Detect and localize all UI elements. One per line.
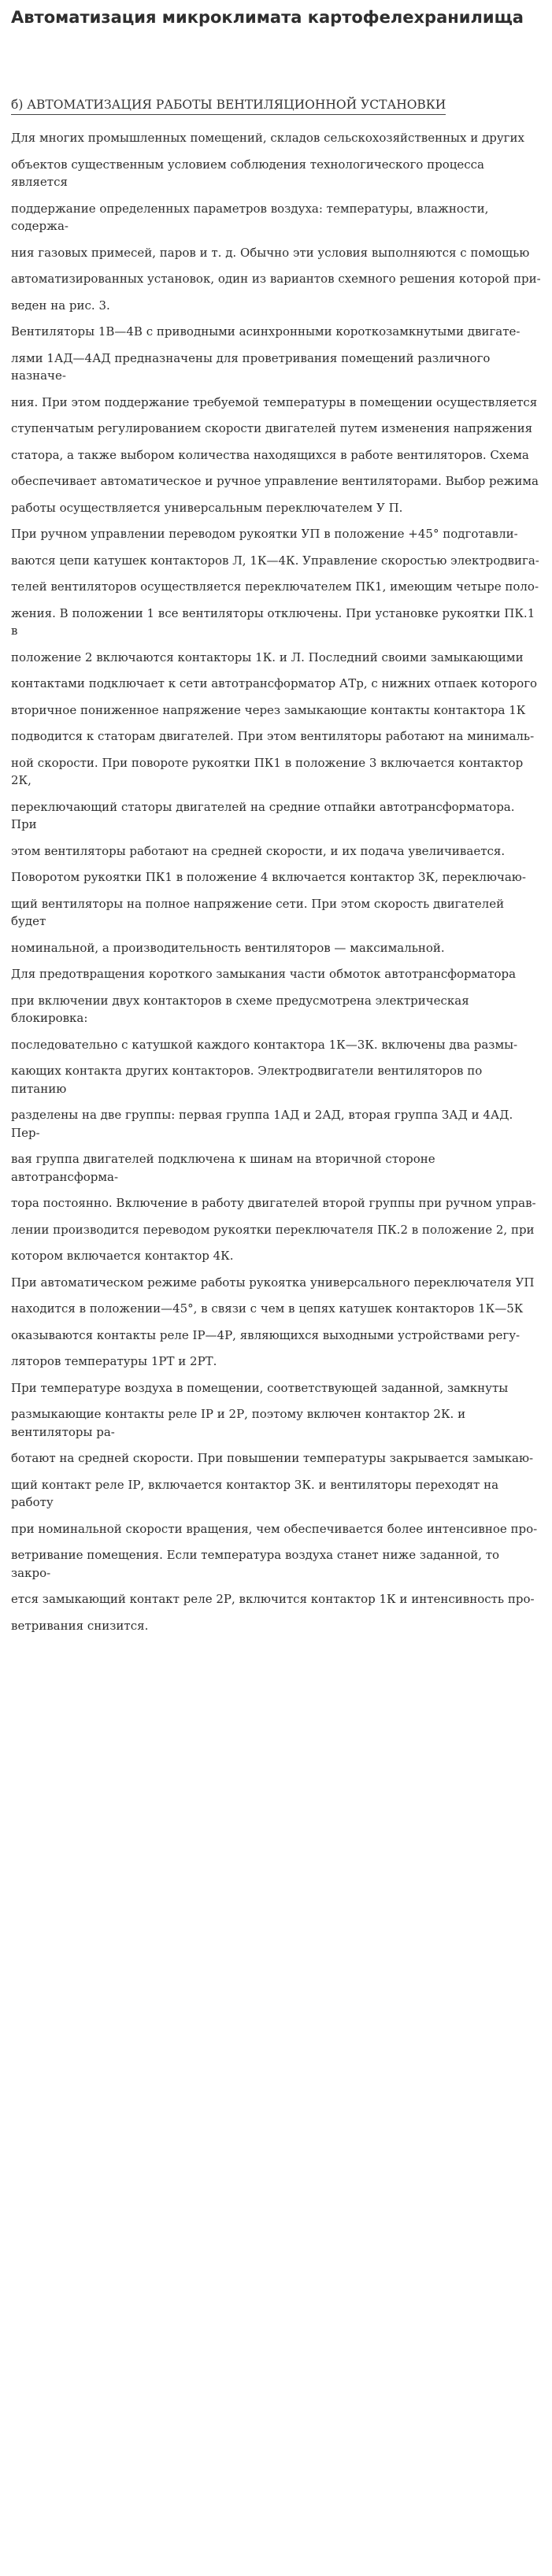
paragraph: жения. В положении 1 все вентиляторы отключены. При установке рукоятки ПК.1 в — [11, 605, 535, 638]
section-heading-wrap — [11, 96, 541, 121]
paragraph: оказываются контакты реле IР—4Р, являющихся выходными устройствами регу- — [11, 1327, 521, 1342]
paragraph: щий вентиляторы на полное напряжение сети. При этом скорость двигателей будет — [11, 896, 505, 928]
paragraph: размыкающие контакты реле IР и 2Р, поэтому включен контактор 2К. и вентиляторы ра- — [11, 1407, 466, 1439]
paragraph: лении производится переводом рукоятки переключателя ПК.2 в положение 2, при — [11, 1222, 535, 1237]
paragraph: ния. При этом поддержание требуемой температуры в помещении осуществляется — [11, 394, 538, 409]
paragraph: Вентиляторы 1В—4В с приводными асинхронными короткозамкнутыми двигате- — [11, 324, 521, 339]
section-heading: б) АВТОМАТИЗАЦИЯ РАБОТЫ ВЕНТИЛЯЦИОННОЙ УСТАНОВКИ — [11, 96, 446, 115]
paragraph: При ручном управлении переводом рукоятки УП в положение +45° подготавли- — [11, 527, 518, 541]
paragraph: щий контакт реле IР, включается контактор 3К. и вентиляторы переходят на работу — [11, 1477, 499, 1509]
paragraph: находится в положении—45°, в связи с чем в цепях катушек контакторов 1К—5К — [11, 1301, 524, 1316]
paragraph: вая группа двигателей подключена к шинам на вторичной стороне автотрансформа- — [11, 1152, 435, 1184]
paragraph: ляторов температуры 1РТ и 2РТ. — [11, 1354, 217, 1368]
paragraph: ветривания снизится. — [11, 1618, 149, 1633]
paragraph: подводится к статорам двигателей. При этом вентиляторы работают на минималь- — [11, 729, 535, 743]
paragraph: работы осуществляется универсальным переключателем У П. — [11, 500, 403, 515]
paragraph: телей вентиляторов осуществляется переключателем ПК1, имеющим четыре поло- — [11, 579, 539, 594]
paragraph: ступенчатым регулированием скорости двигателей путем изменения напряжения — [11, 421, 533, 435]
paragraph: обеспечивает автоматическое и ручное управление вентиляторами. Выбор режима — [11, 474, 539, 488]
paragraph: тора постоянно. Включение в работу двигателей второй группы при ручном управ- — [11, 1196, 536, 1210]
paragraph: Поворотом рукоятки ПК1 в положение 4 включается контактор 3К, переключаю- — [11, 870, 526, 884]
paragraph: При автоматическом режиме работы рукоятка универсального переключателя УП — [11, 1275, 535, 1290]
paragraph: положение 2 включаются контакторы 1К. и Л. Последний своими замыкающими — [11, 650, 524, 664]
paragraph: разделены на две группы: первая группа 1АД и 2АД, вторая группа ЗАД и 4АД. Пер- — [11, 1108, 513, 1140]
paragraph: При температуре воздуха в помещении, соответствующей заданной, замкнуты — [11, 1380, 509, 1395]
paragraph: последовательно с катушкой каждого контактора 1К—3К. включены два размы- — [11, 1037, 518, 1052]
paragraph: Для многих промышленных помещений, складов сельскохозяйственных и других — [11, 131, 524, 145]
paragraph: котором включается контактор 4К. — [11, 1249, 234, 1263]
paragraph: при номинальной скорости вращения, чем обеспечивается более интенсивное про- — [11, 1521, 538, 1536]
paragraph: вторичное пониженное напряжение через замыкающие контакты контактора 1К — [11, 702, 526, 717]
paragraph: ваются цепи катушек контакторов Л, 1К—4К. Управление скоростью электродвига- — [11, 553, 539, 568]
paragraph: номинальной, а производительность вентиляторов — максимальной. — [11, 940, 445, 955]
paragraph: статора, а также выбором количества находящихся в работе вентиляторов. Схема — [11, 447, 529, 462]
paragraph: веден на рис. 3. — [11, 298, 110, 313]
paragraph: ботают на средней скорости. При повышении температуры закрывается замыкаю- — [11, 1451, 534, 1465]
document-body — [11, 129, 541, 1634]
paragraph: объектов существенным условием соблюдения технологического процесса является — [11, 157, 485, 189]
paragraph: этом вентиляторы работают на средней скорости, и их подача увеличивается. — [11, 843, 506, 858]
paragraph: ния газовых примесей, паров и т. д. Обычно эти условия выполняются с помощью — [11, 245, 530, 260]
paragraph: автоматизированных установок, один из вариантов схемного решения которой при- — [11, 272, 541, 286]
paragraph: ветривание помещения. Если температура воздуха станет ниже заданной, то закро- — [11, 1548, 500, 1580]
paragraph: поддержание определенных параметров воздуха: температуры, влажности, содержа- — [11, 201, 489, 233]
paragraph: контактами подключает к сети автотрансформатор АТр, с нижних отпаек которого — [11, 676, 538, 690]
paragraph: кающих контакта других контакторов. Электродвигатели вентиляторов по питанию — [11, 1064, 483, 1096]
paragraph: Для предотвращения короткого замыкания части обмоток автотрансформатора — [11, 967, 517, 981]
paragraph: переключающий статоры двигателей на средние отпайки автотрансформатора. При — [11, 799, 515, 831]
paragraph: при включении двух контакторов в схеме предусмотрена электрическая блокировка: — [11, 993, 469, 1025]
page-title: Автоматизация микроклимата картофелехранилища — [11, 8, 524, 27]
paragraph: лями 1АД—4АД предназначены для проветривания помещений различного назначе- — [11, 350, 491, 383]
paragraph: ной скорости. При повороте рукоятки ПК1 в положение 3 включается контактор 2К, — [11, 755, 524, 787]
paragraph: ется замыкающий контакт реле 2Р, включится контактор 1К и интенсивность про- — [11, 1592, 535, 1606]
